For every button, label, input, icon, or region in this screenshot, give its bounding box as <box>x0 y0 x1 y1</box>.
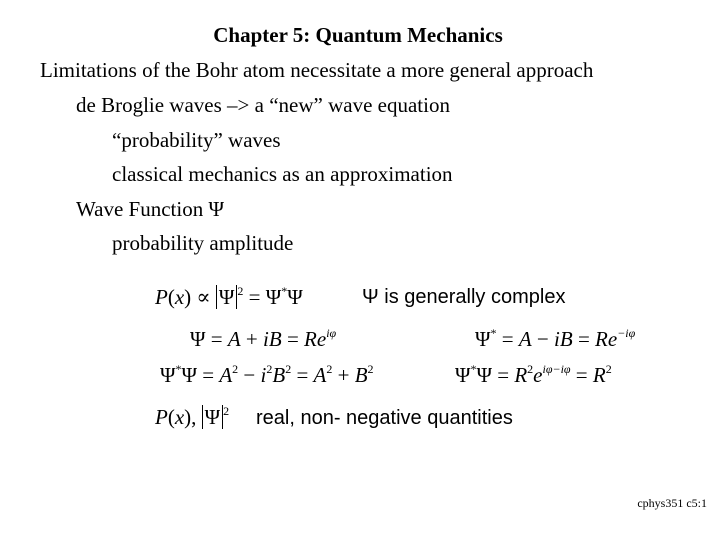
bullet-probability-amplitude: probability amplitude <box>112 231 294 255</box>
slide-footer: cphys351 c5:1 <box>637 496 707 510</box>
equation-real-quantities: P(x), Ψ $^2$ <box>155 404 230 429</box>
equation-psi: Ψ = A + iB = $Re^{i\varphi}$ <box>190 326 337 351</box>
bullet-de-broglie: de Broglie waves –> a “new” wave equation <box>76 93 450 117</box>
bullet-limitations: Limitations of the Bohr atom necessitate a more general approach <box>40 58 594 82</box>
equation-psi-star-psi-polar: $\Psi^*\Psi = R^2e^{i\varphi-i\varphi} = R^2$ <box>455 362 612 387</box>
equation-psi-conjugate: Ψ* = A − iB = $Re^{-i\varphi}$ <box>475 326 636 351</box>
bullet-classical-mechanics: classical mechanics as an approximation <box>112 162 453 186</box>
bullet-probability-waves: “probability” waves <box>112 128 281 152</box>
equation-psi-star-psi: $\Psi^*\Psi = A^2 - i^2B^2 = A^2 + B^2$ <box>160 362 374 387</box>
equation-probability-density: P(x) ∝ Ψ $^2$ = Ψ*Ψ <box>155 284 303 309</box>
slide-title: Chapter 5: Quantum Mechanics <box>213 23 503 47</box>
equation-note-real: real, non- negative quantities <box>256 407 513 429</box>
bullet-wave-function: Wave Function Ψ <box>76 197 224 221</box>
equation-note-complex: Ψ is generally complex <box>362 286 566 308</box>
